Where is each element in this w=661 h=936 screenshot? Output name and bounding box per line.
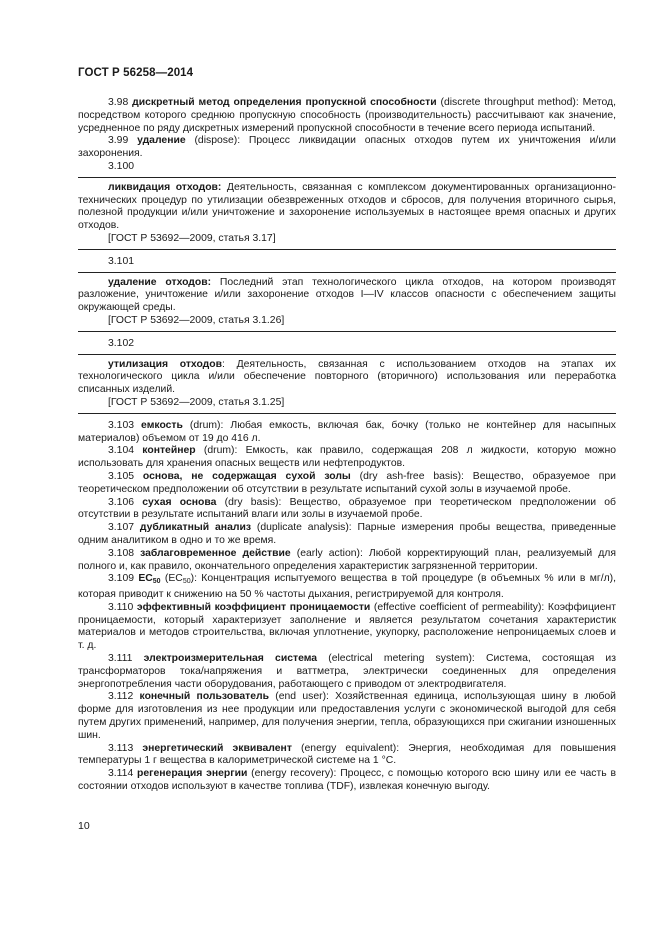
entry-3-99: 3.99 удаление (dispose): Процесс ликвидации опасных отходов путем их уничтожения и/или захоронения. — [78, 135, 616, 160]
reference-box-3-102 — [78, 354, 616, 414]
reference-box-3-100 — [78, 177, 616, 250]
entry-3-102-definition: утилизация отходов: Деятельность, связанная с использованием отходов на этапах их технологического цикла и/или обеспечение повторного (вторичного) использования или переработка списанных изделий. — [78, 358, 617, 396]
entry-3-110: 3.110 эффективный коэффициент проницаемости (effective coefficient of permeability): Коэффициент проницаемости, который характеризует заполнение и является результатом сочетания характеристик материалов и методов строительства, включая уплотнение, укупорку, расположение непроницаемых слоев и т. д. — [78, 601, 616, 652]
page-number: 10 — [78, 820, 90, 832]
entry-3-109: 3.109 EC50 $(EC_{50})$: Концентрация испытуемого вещества в той процедуре (в объемных % или в мг/л), которая приводит к снижению на 50 % частоты дыхания, регистрируемой для контроля. — [78, 573, 616, 601]
reference-citation: [ГОСТ Р 53692—2009, статья 3.1.25] — [108, 396, 285, 408]
entry-3-112: 3.112 конечный пользователь (end user): Хозяйственная единица, использующая шину в любой форме для изготовления из нее продукции или предоставления услуги с экономической выгодой для себя путем других применений, например, для получения энергии, тепла, образующихся при сжигании изношенных шин. — [78, 691, 616, 741]
entry-3-101-number: 3.101 — [108, 255, 135, 267]
entry-3-114: 3.114 регенерация энергии (energy recovery): Процесс, с помощью которого всю шину или ее часть в состоянии отходов используют в качестве топлива (TDF), извлекая конечную выгоду. — [78, 768, 616, 793]
entry-3-100-definition: ликвидация отходов: Деятельность, связанная с комплексом документированных организационно-технических процедур по утилизации обезвреженных отходов и сбросов, для получения вторичного сырья, полезной продукции и/или уничтожение и захоронение используемых в настоящее время опасных и других отходов. — [78, 181, 616, 232]
entry-3-101-definition: удаление отходов: Последний этап технологического цикла отходов, на котором производят разложение, уничтожение и/или захоронение отходов I—IV классов опасности с обеспечением защиты окружающей среды. — [78, 276, 616, 314]
entry-3-107: 3.107 дубликатный анализ (duplicate analysis): Парные измерения пробы вещества, приведенные одним аналитиком в одно и то же время. — [78, 522, 616, 546]
reference-citation: [ГОСТ Р 53692—2009, статья 3.17] — [108, 232, 276, 244]
reference-box-3-101 — [78, 272, 616, 332]
entry-3-98: 3.98 дискретный метод определения пропускной способности (discrete throughput method): Метод, посредством которого среднюю пропускную способность (производительность) рассчитывают как значение, усредненное по ряду дискретных измерений пропускной способности в течение всего периода испытаний. — [78, 97, 616, 134]
entry-3-104: 3.104 контейнер (drum): Емкость, как правило, содержащая 208 л жидкости, которую можно использовать для хранения опасных веществ или нефтепродуктов. — [78, 445, 616, 470]
entry-3-102-number: 3.102 — [108, 337, 135, 349]
page-body — [78, 97, 616, 794]
entry-3-111: 3.111 электроизмерительная система (electrical metering system): Система, состоящая из трансформаторов тока/напряжения и ваттметра, электрически соединенных для определения энергопотребления части оборудования, работающего с приводом от электродвигателя. — [78, 653, 616, 690]
entry-3-108: 3.108 заблаговременное действие (early action): Любой корректирующий план, реализуемый для полного и, как правило, окончательного определения характеристик загрязненной территории. — [78, 547, 616, 572]
reference-citation: [ГОСТ Р 53692—2009, статья 3.1.26] — [108, 314, 285, 326]
entry-3-113: 3.113 энергетический эквивалент (energy equivalent): Энергия, необходимая для повышения температуры 1 г вещества в калориметрической системе на 1 °C. — [78, 742, 616, 767]
standard-header: ГОСТ Р 56258—2014 — [78, 67, 194, 79]
entry-3-106: 3.106 сухая основа (dry basis): Вещество, образуемое при теоретическом предположении об отсутствии в результате испытаний влаги или золы в изучаемой пробе. — [78, 496, 616, 521]
entry-3-103: 3.103 емкость (drum): Любая емкость, включая бак, бочку (только не контейнер для насыпных материалов) объемом от 19 до 416 л. — [78, 419, 616, 444]
entry-3-100-number: 3.100 — [108, 160, 135, 172]
entry-3-105: 3.105 основа, не содержащая сухой золы (dry ash-free basis): Вещество, образуемое при теоретическом предположении об отсутствии в результате испытаний сухой золы в изучаемой пробе. — [78, 470, 616, 495]
